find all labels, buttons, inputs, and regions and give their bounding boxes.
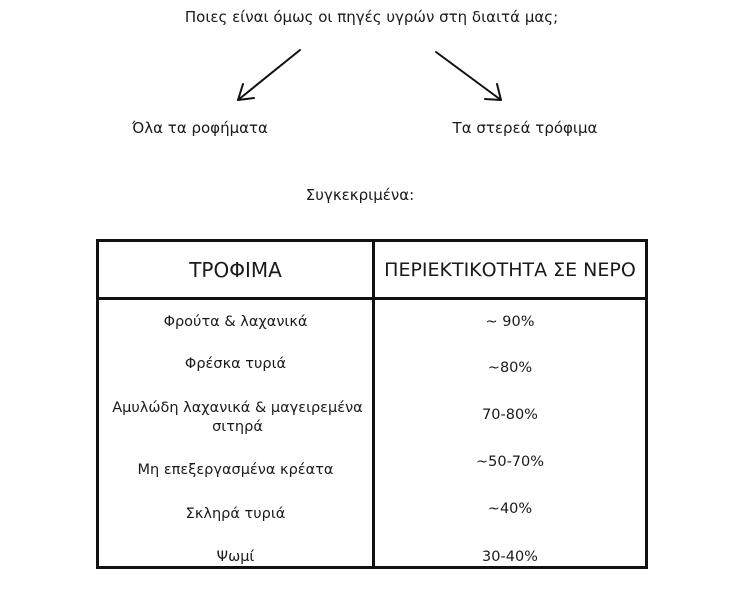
row-water-cell: 30-40% — [482, 549, 538, 565]
branch-label-beverages: Όλα τα ροφήματα — [132, 119, 268, 137]
branch-label-solid-foods: Τα στερεά τρόφιμα — [452, 119, 598, 137]
row-food-cell: Φρούτα & λαχανικά — [163, 314, 308, 330]
row-water-cell: 70-80% — [482, 407, 538, 423]
header-water-content: ΠΕΡΙΕΚΤΙΚΟΤΗΤΑ ΣΕ ΝΕΡΟ — [384, 258, 636, 281]
question-heading: Ποιες είναι όμως οι πηγές υγρών στη διαιτά μας; — [184, 8, 559, 26]
row-food-cell: Μη επεξεργασμένα κρέατα — [137, 462, 334, 478]
arrow-right — [436, 52, 501, 100]
intro-text: Συγκεκριμένα: — [305, 186, 415, 204]
table-header-divider — [99, 297, 645, 300]
row-food-cell: Ψωμί — [216, 549, 255, 565]
row-water-cell: ~80% — [487, 360, 533, 376]
row-water-cell: ~50-70% — [475, 454, 545, 470]
water-content-table — [96, 239, 648, 569]
row-food-cell: Σκληρά τυριά — [185, 506, 286, 522]
arrow-left — [238, 50, 300, 100]
header-food: ΤΡΟΦΙΜΑ — [189, 257, 282, 282]
row-food-cell: Αμυλώδη λαχανικά & μαγειρεμένα σιτηρά — [112, 400, 363, 435]
row-food-cell: Φρέσκα τυριά — [184, 356, 287, 372]
row-water-cell: ~ 90% — [485, 314, 535, 330]
row-water-cell: ~40% — [487, 501, 533, 517]
